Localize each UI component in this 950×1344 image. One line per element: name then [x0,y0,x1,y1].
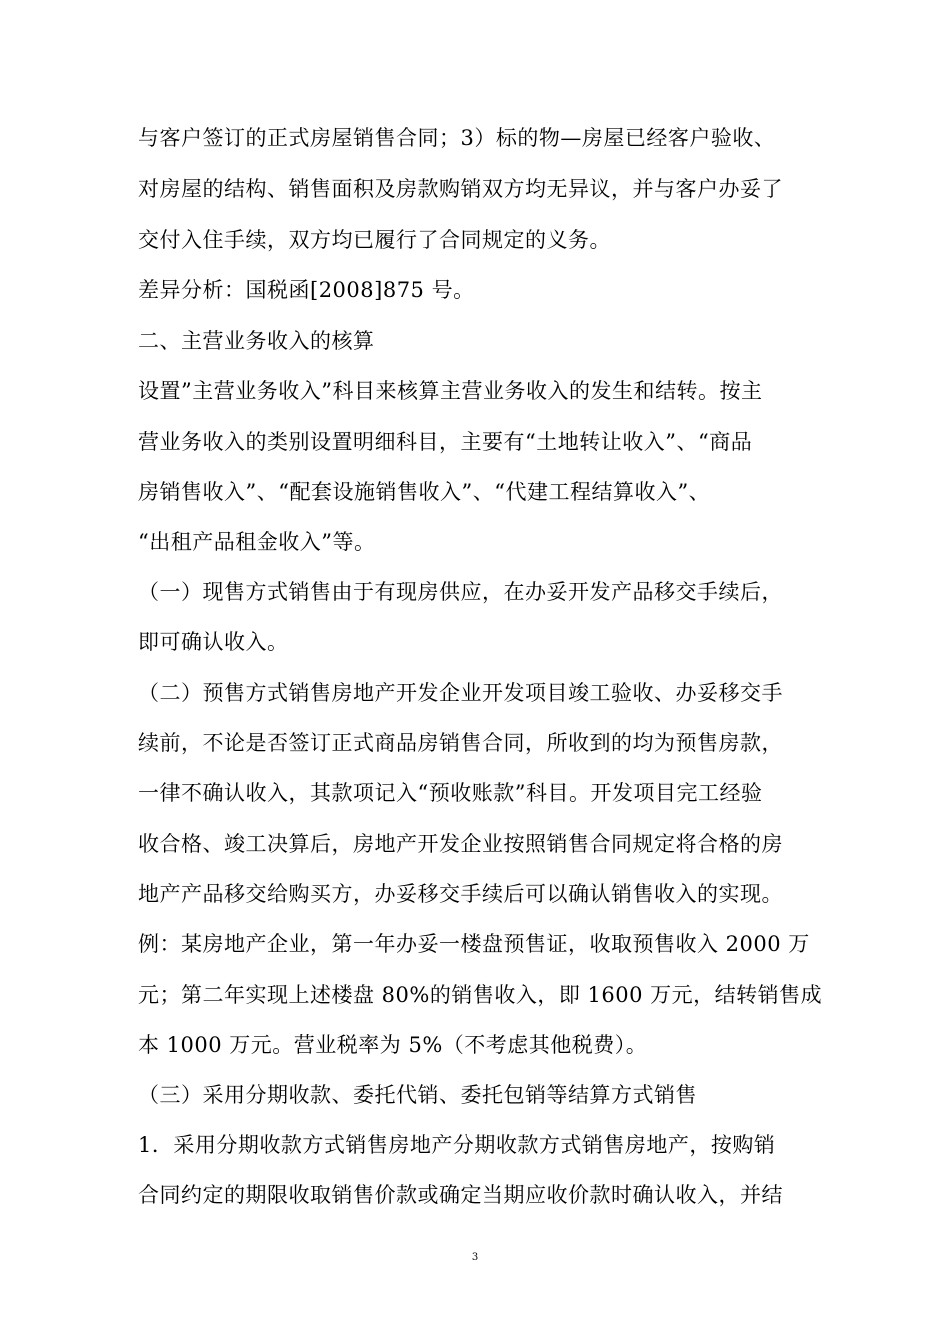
text-line: 与客户签订的正式房屋销售合同；3）标的物—房屋已经客户验收、 [138,126,776,150]
text-line: 对房屋的结构、销售面积及房款购销双方均无异议，并与客户办妥了 [138,177,783,201]
text-line: “出租产品租金收入”等。 [138,530,376,554]
text-line: 营业务收入的类别设置明细科目，主要有“土地转让收入”、“商品 [138,430,753,454]
text-line: 设置”主营业务收入”科目来核算主营业务收入的发生和结转。按主 [138,379,763,403]
text-line: 地产产品移交给购买方，办妥移交手续后可以确认销售收入的实现。 [138,882,783,906]
text-line: （一）现售方式销售由于有现房供应，在办妥开发产品移交手续后， [138,580,783,604]
text-line: 收合格、竣工决算后，房地产开发企业按照销售合同规定将合格的房 [138,832,783,856]
text-line: 1．采用分期收款方式销售房地产分期收款方式销售房地产，按购销 [138,1133,776,1157]
text-line: 交付入住手续，双方均已履行了合同规定的义务。 [138,228,611,252]
text-line: 本 1000 万元。营业税率为 5%（不考虑其他税费）。 [138,1033,648,1057]
text-line: 即可确认收入。 [138,630,289,654]
text-line: （二）预售方式销售房地产开发企业开发项目竣工验收、办妥移交手 [138,681,783,705]
text-line: 元；第二年实现上述楼盘 80%的销售收入，即 1600 万元，结转销售成 [138,983,823,1007]
text-line: 房销售收入”、“配套设施销售收入”、“代建工程结算收入”、 [138,480,711,504]
text-line: 续前，不论是否签订正式商品房销售合同，所收到的均为预售房款， [138,731,783,755]
text-line: （三）采用分期收款、委托代销、委托包销等结算方式销售 [138,1083,697,1107]
page-number: 3 [471,1252,479,1263]
text-line: 合同约定的期限收取销售价款或确定当期应收价款时确认收入，并结 [138,1183,783,1207]
text-line: 例：某房地产企业，第一年办妥一楼盘预售证，收取预售收入 2000 万 [138,932,810,956]
text-line: 一律不确认收入，其款项记入“预收账款”科目。开发项目完工经验 [138,781,763,805]
section-heading: 二、主营业务收入的核算 [138,329,375,353]
text-line: 差异分析：国税函[2008]875 号。 [138,278,475,302]
